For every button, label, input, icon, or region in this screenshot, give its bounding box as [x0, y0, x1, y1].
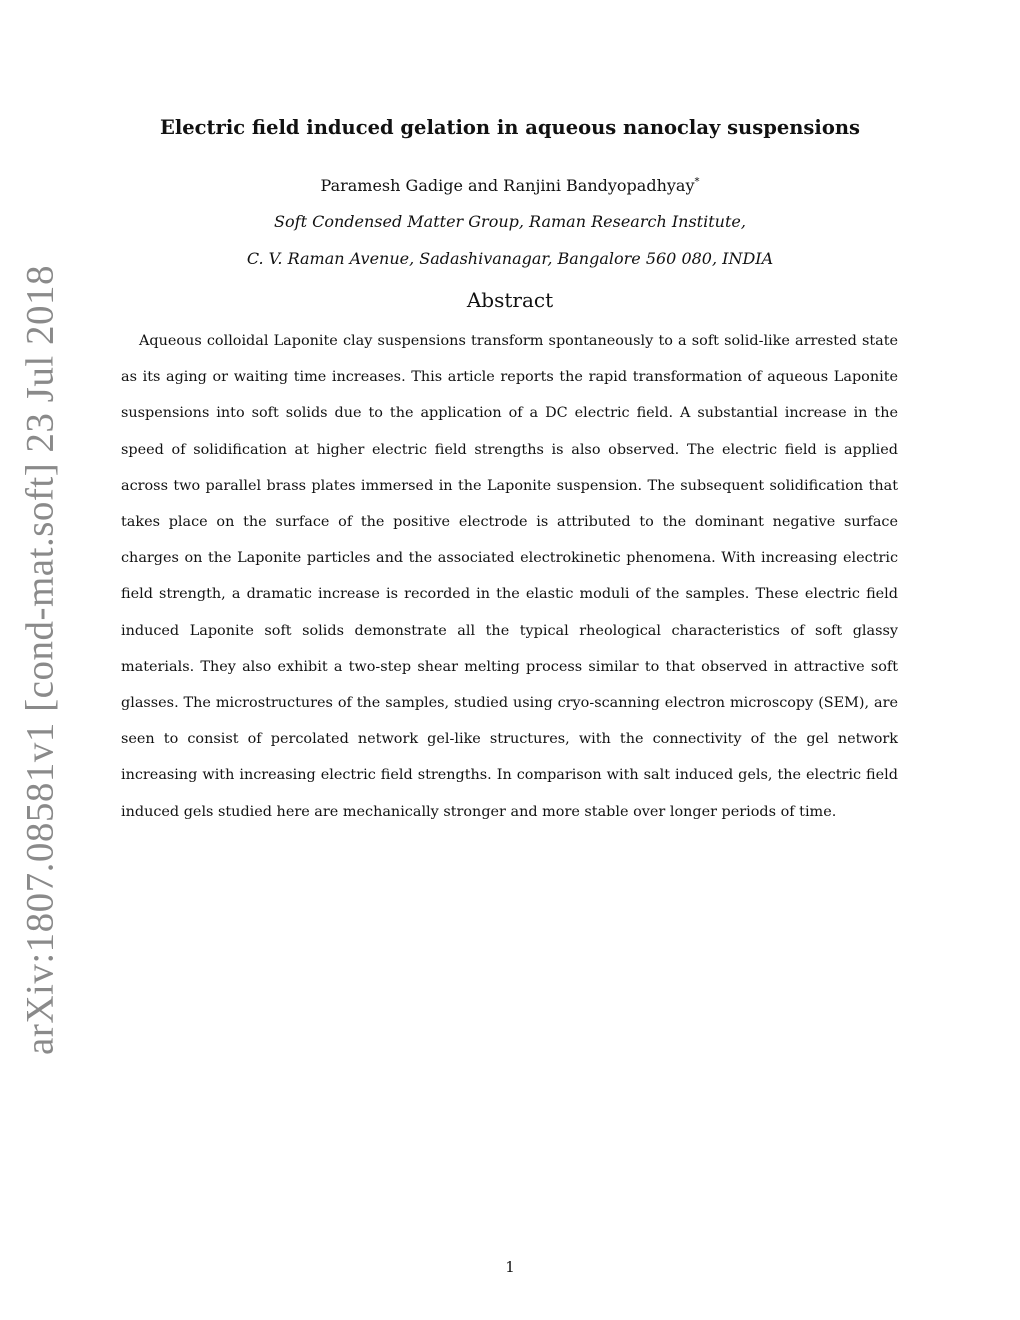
arxiv-identifier-text: arXiv:1807.08581v1 [cond-mat.soft] 23 Jul 2018	[18, 265, 62, 1055]
affiliation-line-1: Soft Condensed Matter Group, Raman Research Institute,	[274, 212, 746, 231]
corresponding-author-mark: *	[694, 176, 700, 188]
affiliation-line-2: C. V. Raman Avenue, Sadashivanagar, Bangalore 560 080, INDIA	[246, 249, 774, 268]
page-number: 1	[505, 1258, 515, 1276]
abstract-heading: Abstract	[466, 288, 554, 312]
author-line	[0, 176, 1020, 195]
author-names: Paramesh Gadige and Ranjini Bandyopadhyay	[320, 176, 695, 195]
abstract-body: Aqueous colloidal Laponite clay suspensions transform spontaneously to a soft solid-like arrested state as its aging or waiting time increases. This article reports the rapid transformation of aqueous Laponite suspensions into soft solids due to the application of a DC electric field. A substantial increase in the speed of solidification at higher electric field strengths is also observed. The electric field is applied across two parallel brass plates immersed in the Laponite suspension. The subsequent solidification that takes place on the surface of the positive electrode is attributed to the dominant negative surface charges on the Laponite particles and the associated electrokinetic phenomena. With increasing electric field strength, a dramatic increase is recorded in the elastic moduli of the samples. These electric field induced Laponite soft solids demonstrate all the typical rheological characteristics of soft glassy materials. They also exhibit a two-step shear melting process similar to that observed in attractive soft glasses. The microstructures of the samples, studied using cryo-scanning electron microscopy (SEM), are seen to consist of percolated network gel-like structures, with the connectivity of the gel network increasing with increasing electric field strengths. In comparison with salt induced gels, the electric field induced gels studied here are mechanically stronger and more stable over longer periods of time.	[121, 333, 898, 820]
paper-title: Electric field induced gelation in aqueous nanoclay suspensions	[159, 116, 860, 139]
